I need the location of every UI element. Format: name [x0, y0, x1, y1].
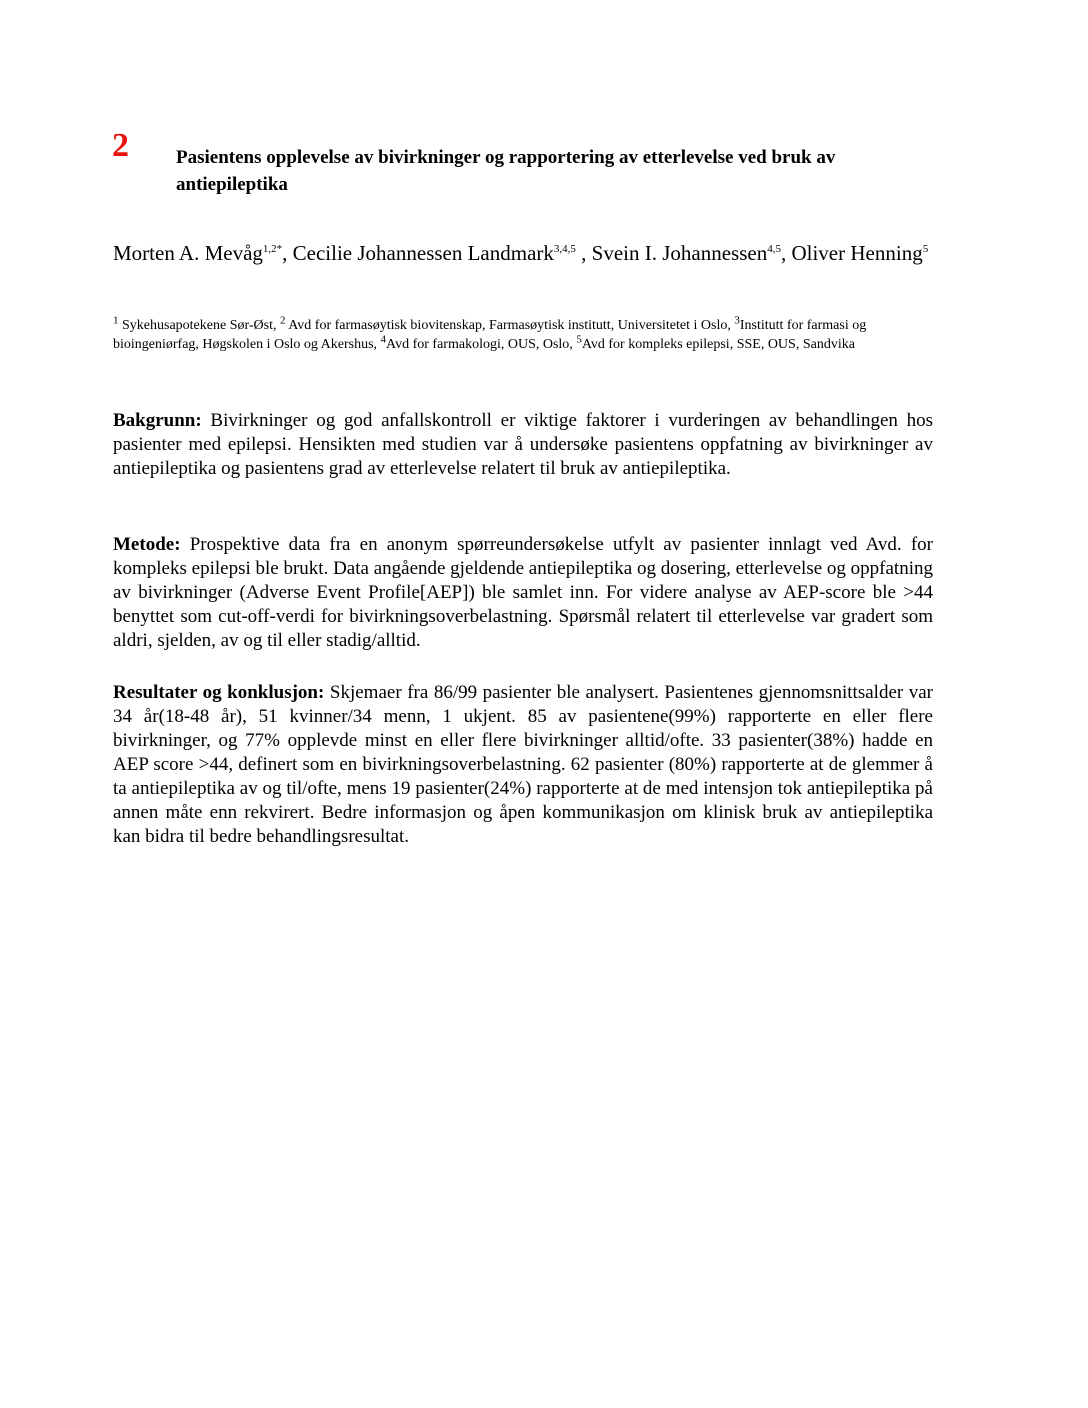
section-label: Resultater og konklusjon: — [113, 682, 325, 703]
affiliation-text: Avd for farmakologi, OUS, Oslo, — [386, 337, 577, 352]
author-affiliation-marker: 1,2* — [262, 243, 283, 255]
abstract-title: Pasientens opplevelse av bivirkninger og rapportering av etterlevelse ved bruk av antiepileptika — [176, 147, 836, 195]
author-name: Svein I. Johannessen — [591, 241, 768, 265]
affiliation-list — [113, 316, 933, 354]
section-text: Prospektive data fra en anonym spørreundersøkelse utfylt av pasienter innlagt ved Avd. for kompleks epilepsi ble brukt. Data angående gjeldende antiepileptika og dosering, etterlevelse og oppfatning av bivirkninger (Adverse Event Profile[AEP]) ble samlet inn. For videre analyse av AEP-score ble >44 benyttet som cut-off-verdi for bivirkningsoverbelastning. Spørsmål relatert til etterlevelse var gradert som aldri, sjelden, av og til eller stadig/alltid. — [113, 534, 933, 651]
affiliation-marker: 4 — [380, 333, 387, 346]
author-name: Oliver Henning — [791, 241, 923, 265]
author-affiliation-marker: 5 — [922, 243, 929, 255]
section-label: Bakgrunn: — [113, 410, 202, 431]
section-results-conclusion — [113, 681, 933, 849]
affiliation-marker: 3 — [734, 314, 740, 327]
affiliation-marker: 1 — [113, 314, 119, 327]
author-list — [113, 240, 933, 267]
section-label: Metode: — [113, 534, 181, 555]
author-name: Cecilie Johannessen Landmark — [292, 241, 554, 265]
affiliation-text: Avd for farmasøytisk biovitenskap, Farmasøytisk institutt, Universitetet i Oslo, — [285, 318, 735, 333]
author-separator: , — [575, 241, 592, 265]
affiliation-marker: 2 — [279, 314, 286, 327]
section-text: Bivirkninger og god anfallskontroll er viktige faktorer i vurderingen av behandlingen hos pasienter med epilepsi. Hensikten med studien var å undersøke pasientens oppfatning av bivirkninger av antiepileptika og pasientens grad av etterlevelse relatert til bruk av antiepileptika. — [113, 410, 933, 479]
affiliation-text: Sykehusapotekene Sør-Øst, — [118, 318, 280, 333]
affiliation-text: Institutt for farmasi og bioingeniørfag, Høgskolen i Oslo og Akershus, — [113, 318, 867, 352]
abstract-number: 2 — [112, 127, 129, 164]
section-background — [113, 409, 933, 481]
author-name: Morten A. Mevåg — [113, 241, 263, 265]
affiliation-text: Avd for kompleks epilepsi, SSE, OUS, Sandvika — [581, 337, 855, 352]
affiliation-marker: 5 — [576, 333, 582, 346]
author-affiliation-marker: 3,4,5 — [553, 243, 576, 255]
author-affiliation-marker: 4,5 — [767, 243, 781, 255]
author-separator: , — [282, 241, 293, 265]
author-separator: , — [780, 241, 792, 265]
section-text: Skjemaer fra 86/99 pasienter ble analysert. Pasientenes gjennomsnittsalder var 34 år(18-48 år), 51 kvinner/34 menn, 1 ukjent. 85 av pasientene(99%) rapporterte en eller flere bivirkninger, og 77% opplevde minst en eller flere bivirkninger alltid/ofte. 33 pasienter(38%) hadde en AEP score >44, definert som en bivirkningsoverbelastning. 62 pasienter (80%) rapporterte at de glemmer å ta antiepileptika av og til/ofte, mens 19 pasienter(24%) rapporterte at de med intensjon tok antiepileptika på annen måte enn rekvirert. Bedre informasjon og åpen kommunikasjon om klinisk bruk av antiepileptika kan bidra til bedre behandlingsresultat. — [113, 682, 934, 847]
section-method — [113, 533, 933, 653]
